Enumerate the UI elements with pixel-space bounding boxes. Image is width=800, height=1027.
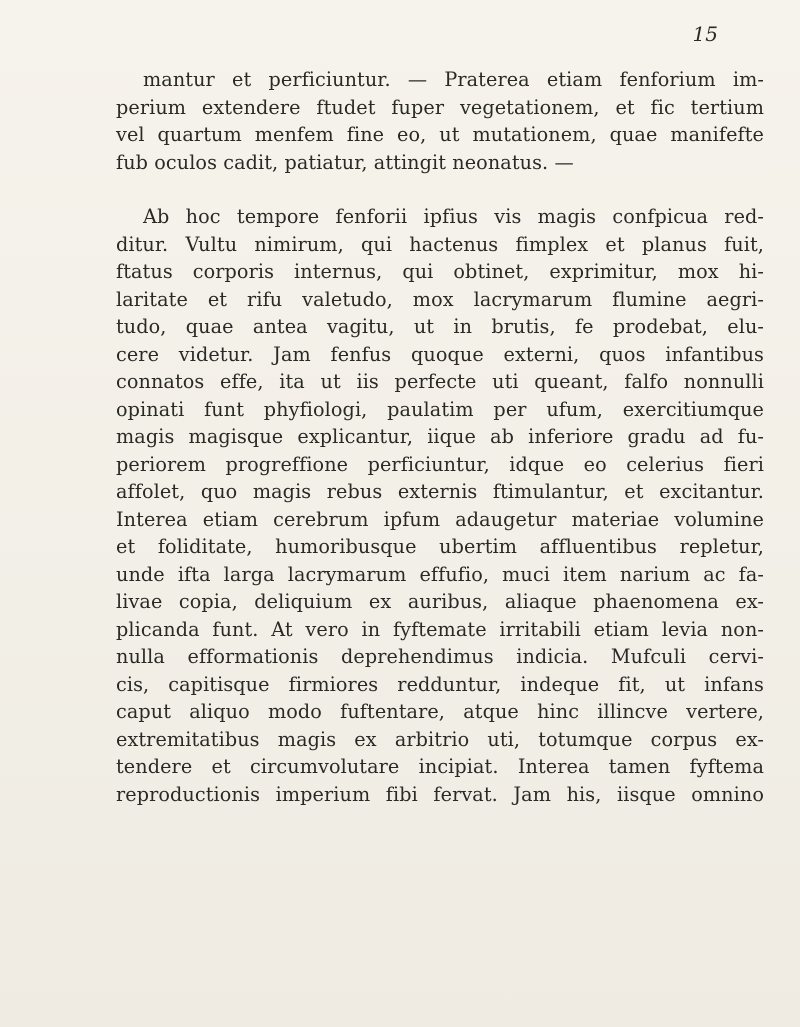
text-line: laritate et rifu valetudo, mox lacrymarum flumine aegri- bbox=[116, 287, 764, 311]
text-line: reproductionis imperium fibi fervat. Jam his, iisque omnino bbox=[116, 782, 764, 806]
text-line: fub oculos cadit, patiatur, attingit neonatus. — bbox=[116, 150, 574, 174]
text-line: tendere et circumvolutare incipiat. Interea tamen fyftema bbox=[116, 755, 764, 778]
text-line: tudo, quae antea vagitu, ut in brutis, fe prodebat, elu- bbox=[116, 315, 764, 338]
text-line: Ab hoc tempore fenforii ipfius vis magis confpicua red- bbox=[143, 205, 764, 228]
text-line: plicanda funt. At vero in fyftemate irritabili etiam levia non- bbox=[116, 617, 764, 641]
text-line: periorem progreffione perficiuntur, idque eo celerius fieri bbox=[116, 452, 764, 476]
text-line: perium extendere ftudet fuper vegetationem, et fic tertium bbox=[116, 95, 764, 119]
text-line: caput aliquo modo fuftentare, atque hinc illincve vertere, bbox=[116, 700, 764, 723]
text-line: Interea etiam cerebrum ipfum adaugetur materiae volumine bbox=[116, 507, 764, 531]
text-line: ftatus corporis internus, qui obtinet, exprimitur, mox hi- bbox=[116, 260, 764, 283]
text-line: connatos effe, ita ut iis perfecte uti queant, falfo nonnulli bbox=[116, 370, 764, 393]
text-line: cere videtur. Jam fenfus quoque externi, quos infantibus bbox=[116, 342, 764, 366]
text-line: magis magisque explicantur, iique ab inferiore gradu ad fu- bbox=[116, 425, 764, 448]
text-line: mantur et perficiuntur. — Praterea etiam fenforium im- bbox=[143, 68, 764, 91]
text-line: vel quartum menfem fine eo, ut mutationem, quae manifefte bbox=[116, 123, 764, 146]
page-number: 15 bbox=[692, 22, 718, 46]
text-line: cis, capitisque firmiores redduntur, indeque fit, ut infans bbox=[116, 672, 764, 696]
text-line: et foliditate, humoribusque ubertim affluentibus repletur, bbox=[116, 535, 764, 558]
text-line: unde ifta larga lacrymarum effufio, muci item narium ac fa- bbox=[116, 562, 764, 586]
body-text bbox=[116, 66, 764, 808]
text-line: extremitatibus magis ex arbitrio uti, totumque corpus ex- bbox=[116, 727, 764, 751]
text-line: ditur. Vultu nimirum, qui hactenus fimplex et planus fuit, bbox=[116, 232, 764, 256]
paragraph-gap bbox=[116, 176, 764, 203]
text-line: livae copia, deliquium ex auribus, aliaque phaenomena ex- bbox=[116, 590, 764, 613]
text-line: nulla efformationis deprehendimus indicia. Mufculi cervi- bbox=[116, 645, 764, 668]
text-line: opinati funt phyfiologi, paulatim per ufum, exercitiumque bbox=[116, 397, 764, 421]
text-line: affolet, quo magis rebus externis ftimulantur, et excitantur. bbox=[116, 480, 764, 503]
